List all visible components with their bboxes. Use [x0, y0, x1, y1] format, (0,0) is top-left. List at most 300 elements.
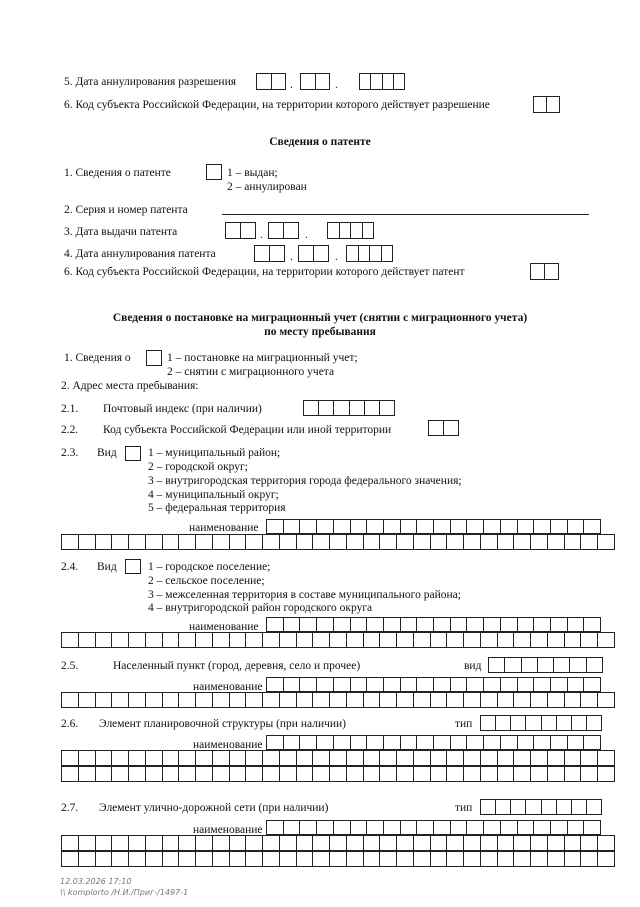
input-cell[interactable] — [263, 852, 280, 866]
input-cell[interactable] — [317, 520, 334, 533]
input-cell[interactable] — [531, 264, 545, 279]
input-cell[interactable] — [340, 223, 352, 238]
input-cell[interactable] — [301, 74, 316, 89]
input-cell[interactable] — [431, 633, 448, 647]
input-cell[interactable] — [213, 633, 230, 647]
input-cell[interactable] — [481, 852, 498, 866]
input-cell[interactable] — [246, 693, 263, 707]
input-cell[interactable] — [146, 767, 163, 781]
settlement-name-row[interactable] — [266, 617, 601, 632]
input-cell[interactable] — [370, 246, 382, 261]
street-network-name-row[interactable] — [61, 835, 615, 851]
input-cell[interactable] — [514, 633, 531, 647]
input-cell[interactable] — [380, 767, 397, 781]
input-cell[interactable] — [414, 751, 431, 765]
input-cell[interactable] — [213, 836, 230, 850]
input-cell[interactable] — [496, 800, 511, 814]
input-cell[interactable] — [129, 836, 146, 850]
input-cell[interactable] — [464, 751, 481, 765]
input-cell[interactable] — [551, 678, 568, 691]
input-cell[interactable] — [598, 836, 615, 850]
input-cell[interactable] — [317, 618, 334, 631]
input-cell[interactable] — [230, 836, 247, 850]
input-cell[interactable] — [284, 821, 301, 834]
patent-status-checkbox[interactable] — [206, 164, 222, 180]
input-cell[interactable] — [451, 520, 468, 533]
input-cell[interactable] — [230, 535, 247, 549]
input-cell[interactable] — [62, 751, 79, 765]
input-cell[interactable] — [431, 836, 448, 850]
patent-annul-month[interactable] — [298, 245, 329, 262]
input-cell[interactable] — [146, 852, 163, 866]
input-cell[interactable] — [196, 751, 213, 765]
input-cell[interactable] — [547, 97, 560, 112]
input-cell[interactable] — [557, 800, 572, 814]
input-cell[interactable] — [179, 852, 196, 866]
input-cell[interactable] — [501, 678, 518, 691]
input-cell[interactable] — [568, 678, 585, 691]
input-cell[interactable] — [484, 736, 501, 749]
input-cell[interactable] — [129, 751, 146, 765]
input-cell[interactable] — [380, 693, 397, 707]
input-cell[interactable] — [269, 223, 284, 238]
input-cell[interactable] — [397, 693, 414, 707]
input-cell[interactable] — [394, 74, 405, 89]
input-cell[interactable] — [313, 535, 330, 549]
input-cell[interactable] — [230, 751, 247, 765]
input-cell[interactable] — [397, 535, 414, 549]
input-cell[interactable] — [313, 633, 330, 647]
input-cell[interactable] — [431, 852, 448, 866]
settlement-type-checkbox[interactable] — [125, 559, 141, 574]
input-cell[interactable] — [467, 821, 484, 834]
input-cell[interactable] — [300, 821, 317, 834]
input-cell[interactable] — [551, 821, 568, 834]
registration-status-checkbox[interactable] — [146, 350, 162, 366]
street-network-type-field[interactable] — [480, 799, 602, 815]
input-cell[interactable] — [179, 535, 196, 549]
input-cell[interactable] — [447, 751, 464, 765]
patent-annul-day[interactable] — [254, 245, 285, 262]
input-cell[interactable] — [284, 736, 301, 749]
input-cell[interactable] — [129, 633, 146, 647]
input-cell[interactable] — [384, 821, 401, 834]
input-cell[interactable] — [330, 767, 347, 781]
input-cell[interactable] — [431, 535, 448, 549]
input-cell[interactable] — [481, 800, 496, 814]
input-cell[interactable] — [518, 618, 535, 631]
input-cell[interactable] — [330, 535, 347, 549]
input-cell[interactable] — [257, 74, 272, 89]
input-cell[interactable] — [371, 74, 382, 89]
input-cell[interactable] — [330, 751, 347, 765]
input-cell[interactable] — [397, 852, 414, 866]
input-cell[interactable] — [79, 633, 96, 647]
input-cell[interactable] — [246, 767, 263, 781]
input-cell[interactable] — [112, 767, 129, 781]
postal-code-field[interactable] — [303, 400, 395, 416]
input-cell[interactable] — [297, 535, 314, 549]
input-cell[interactable] — [531, 767, 548, 781]
input-cell[interactable] — [364, 535, 381, 549]
input-cell[interactable] — [280, 693, 297, 707]
input-cell[interactable] — [484, 821, 501, 834]
street-network-name-row[interactable] — [61, 851, 615, 867]
input-cell[interactable] — [548, 767, 565, 781]
input-cell[interactable] — [429, 421, 444, 435]
input-cell[interactable] — [280, 535, 297, 549]
input-cell[interactable] — [163, 751, 180, 765]
input-cell[interactable] — [62, 693, 79, 707]
input-cell[interactable] — [347, 836, 364, 850]
input-cell[interactable] — [526, 800, 541, 814]
input-cell[interactable] — [267, 736, 284, 749]
input-cell[interactable] — [196, 535, 213, 549]
locality-name-row[interactable] — [266, 677, 601, 692]
input-cell[interactable] — [538, 658, 554, 672]
input-cell[interactable] — [417, 678, 434, 691]
input-cell[interactable] — [284, 520, 301, 533]
input-cell[interactable] — [79, 836, 96, 850]
input-cell[interactable] — [146, 535, 163, 549]
input-cell[interactable] — [568, 618, 585, 631]
input-cell[interactable] — [598, 751, 615, 765]
input-cell[interactable] — [548, 836, 565, 850]
input-cell[interactable] — [246, 751, 263, 765]
input-cell[interactable] — [79, 693, 96, 707]
input-cell[interactable] — [263, 751, 280, 765]
input-cell[interactable] — [334, 520, 351, 533]
input-cell[interactable] — [534, 520, 551, 533]
input-cell[interactable] — [367, 520, 384, 533]
input-cell[interactable] — [496, 716, 511, 730]
input-cell[interactable] — [347, 633, 364, 647]
input-cell[interactable] — [146, 751, 163, 765]
input-cell[interactable] — [112, 693, 129, 707]
input-cell[interactable] — [267, 821, 284, 834]
input-cell[interactable] — [351, 821, 368, 834]
input-cell[interactable] — [581, 836, 598, 850]
input-cell[interactable] — [565, 751, 582, 765]
input-cell[interactable] — [62, 836, 79, 850]
input-cell[interactable] — [163, 633, 180, 647]
input-cell[interactable] — [489, 658, 505, 672]
input-cell[interactable] — [498, 535, 515, 549]
input-cell[interactable] — [179, 751, 196, 765]
input-cell[interactable] — [246, 836, 263, 850]
region-code-field[interactable] — [428, 420, 459, 436]
patent-issue-month[interactable] — [268, 222, 299, 239]
input-cell[interactable] — [501, 520, 518, 533]
input-cell[interactable] — [481, 716, 496, 730]
input-cell[interactable] — [367, 618, 384, 631]
input-cell[interactable] — [347, 767, 364, 781]
input-cell[interactable] — [501, 821, 518, 834]
input-cell[interactable] — [129, 767, 146, 781]
input-cell[interactable] — [380, 401, 395, 415]
locality-name-row[interactable] — [61, 692, 615, 708]
input-cell[interactable] — [129, 535, 146, 549]
input-cell[interactable] — [382, 246, 394, 261]
input-cell[interactable] — [263, 767, 280, 781]
input-cell[interactable] — [464, 535, 481, 549]
input-cell[interactable] — [196, 767, 213, 781]
input-cell[interactable] — [531, 751, 548, 765]
input-cell[interactable] — [319, 401, 334, 415]
input-cell[interactable] — [297, 693, 314, 707]
input-cell[interactable] — [270, 246, 285, 261]
input-cell[interactable] — [62, 767, 79, 781]
planning-structure-name-row[interactable] — [266, 735, 601, 750]
input-cell[interactable] — [179, 836, 196, 850]
input-cell[interactable] — [447, 633, 464, 647]
permit-region-code-field[interactable] — [533, 96, 560, 113]
input-cell[interactable] — [347, 535, 364, 549]
input-cell[interactable] — [383, 74, 394, 89]
input-cell[interactable] — [213, 535, 230, 549]
input-cell[interactable] — [554, 658, 570, 672]
input-cell[interactable] — [481, 693, 498, 707]
input-cell[interactable] — [414, 633, 431, 647]
input-cell[interactable] — [568, 520, 585, 533]
input-cell[interactable] — [565, 852, 582, 866]
input-cell[interactable] — [146, 633, 163, 647]
input-cell[interactable] — [598, 767, 615, 781]
input-cell[interactable] — [79, 852, 96, 866]
permit-annul-day[interactable] — [256, 73, 286, 90]
input-cell[interactable] — [129, 693, 146, 707]
municipality-type-checkbox[interactable] — [125, 446, 141, 461]
input-cell[interactable] — [364, 836, 381, 850]
patent-region-code-field[interactable] — [530, 263, 559, 280]
input-cell[interactable] — [568, 736, 585, 749]
input-cell[interactable] — [548, 751, 565, 765]
input-cell[interactable] — [213, 767, 230, 781]
input-cell[interactable] — [351, 678, 368, 691]
patent-annul-year[interactable] — [346, 245, 393, 262]
input-cell[interactable] — [297, 836, 314, 850]
input-cell[interactable] — [557, 716, 572, 730]
input-cell[interactable] — [62, 852, 79, 866]
input-cell[interactable] — [112, 751, 129, 765]
input-cell[interactable] — [146, 836, 163, 850]
input-cell[interactable] — [581, 693, 598, 707]
planning-structure-type-field[interactable] — [480, 715, 602, 731]
input-cell[interactable] — [572, 800, 587, 814]
input-cell[interactable] — [464, 633, 481, 647]
input-cell[interactable] — [431, 767, 448, 781]
input-cell[interactable] — [514, 767, 531, 781]
input-cell[interactable] — [417, 618, 434, 631]
input-cell[interactable] — [522, 658, 538, 672]
input-cell[interactable] — [434, 678, 451, 691]
input-cell[interactable] — [451, 678, 468, 691]
input-cell[interactable] — [280, 751, 297, 765]
input-cell[interactable] — [96, 836, 113, 850]
input-cell[interactable] — [297, 767, 314, 781]
input-cell[interactable] — [481, 751, 498, 765]
input-cell[interactable] — [467, 618, 484, 631]
input-cell[interactable] — [444, 421, 459, 435]
input-cell[interactable] — [213, 751, 230, 765]
input-cell[interactable] — [548, 535, 565, 549]
input-cell[interactable] — [350, 401, 365, 415]
input-cell[interactable] — [347, 852, 364, 866]
input-cell[interactable] — [447, 767, 464, 781]
input-cell[interactable] — [414, 693, 431, 707]
input-cell[interactable] — [380, 852, 397, 866]
input-cell[interactable] — [514, 751, 531, 765]
input-cell[interactable] — [112, 836, 129, 850]
input-cell[interactable] — [551, 520, 568, 533]
input-cell[interactable] — [551, 618, 568, 631]
input-cell[interactable] — [384, 736, 401, 749]
input-cell[interactable] — [511, 800, 526, 814]
input-cell[interactable] — [518, 520, 535, 533]
input-cell[interactable] — [363, 223, 375, 238]
input-cell[interactable] — [414, 852, 431, 866]
input-cell[interactable] — [179, 633, 196, 647]
input-cell[interactable] — [434, 736, 451, 749]
input-cell[interactable] — [568, 821, 585, 834]
input-cell[interactable] — [467, 736, 484, 749]
input-cell[interactable] — [316, 74, 331, 89]
input-cell[interactable] — [96, 633, 113, 647]
input-cell[interactable] — [334, 618, 351, 631]
input-cell[interactable] — [334, 821, 351, 834]
permit-annul-year[interactable] — [359, 73, 405, 90]
input-cell[interactable] — [584, 678, 601, 691]
input-cell[interactable] — [397, 767, 414, 781]
input-cell[interactable] — [230, 852, 247, 866]
input-cell[interactable] — [129, 852, 146, 866]
settlement-name-row[interactable] — [61, 632, 615, 648]
input-cell[interactable] — [79, 767, 96, 781]
input-cell[interactable] — [384, 618, 401, 631]
input-cell[interactable] — [467, 520, 484, 533]
input-cell[interactable] — [481, 836, 498, 850]
input-cell[interactable] — [451, 736, 468, 749]
input-cell[interactable] — [267, 678, 284, 691]
input-cell[interactable] — [163, 767, 180, 781]
input-cell[interactable] — [330, 836, 347, 850]
input-cell[interactable] — [284, 678, 301, 691]
input-cell[interactable] — [96, 852, 113, 866]
input-cell[interactable] — [347, 751, 364, 765]
input-cell[interactable] — [401, 678, 418, 691]
input-cell[interactable] — [565, 767, 582, 781]
input-cell[interactable] — [534, 678, 551, 691]
input-cell[interactable] — [112, 852, 129, 866]
input-cell[interactable] — [447, 852, 464, 866]
input-cell[interactable] — [401, 618, 418, 631]
input-cell[interactable] — [300, 678, 317, 691]
input-cell[interactable] — [196, 633, 213, 647]
input-cell[interactable] — [380, 535, 397, 549]
input-cell[interactable] — [255, 246, 270, 261]
input-cell[interactable] — [598, 633, 615, 647]
input-cell[interactable] — [498, 836, 515, 850]
input-cell[interactable] — [351, 223, 363, 238]
municipality-name-row[interactable] — [266, 519, 601, 534]
input-cell[interactable] — [514, 535, 531, 549]
permit-annul-month[interactable] — [300, 73, 330, 90]
input-cell[interactable] — [598, 535, 615, 549]
input-cell[interactable] — [514, 836, 531, 850]
input-cell[interactable] — [501, 736, 518, 749]
input-cell[interactable] — [417, 520, 434, 533]
input-cell[interactable] — [284, 618, 301, 631]
input-cell[interactable] — [587, 716, 602, 730]
input-cell[interactable] — [384, 520, 401, 533]
input-cell[interactable] — [163, 535, 180, 549]
input-cell[interactable] — [163, 836, 180, 850]
input-cell[interactable] — [62, 633, 79, 647]
input-cell[interactable] — [565, 535, 582, 549]
input-cell[interactable] — [598, 852, 615, 866]
input-cell[interactable] — [304, 401, 319, 415]
input-cell[interactable] — [414, 836, 431, 850]
input-cell[interactable] — [542, 716, 557, 730]
input-cell[interactable] — [505, 658, 521, 672]
input-cell[interactable] — [334, 678, 351, 691]
input-cell[interactable] — [263, 535, 280, 549]
input-cell[interactable] — [464, 693, 481, 707]
input-cell[interactable] — [464, 852, 481, 866]
input-cell[interactable] — [542, 800, 557, 814]
input-cell[interactable] — [434, 618, 451, 631]
input-cell[interactable] — [313, 767, 330, 781]
input-cell[interactable] — [498, 633, 515, 647]
input-cell[interactable] — [367, 821, 384, 834]
input-cell[interactable] — [548, 852, 565, 866]
input-cell[interactable] — [62, 535, 79, 549]
input-cell[interactable] — [414, 535, 431, 549]
input-cell[interactable] — [284, 223, 299, 238]
input-cell[interactable] — [518, 678, 535, 691]
input-cell[interactable] — [464, 836, 481, 850]
input-cell[interactable] — [380, 633, 397, 647]
input-cell[interactable] — [347, 693, 364, 707]
planning-structure-name-row[interactable] — [61, 750, 615, 766]
input-cell[interactable] — [484, 618, 501, 631]
input-cell[interactable] — [297, 852, 314, 866]
input-cell[interactable] — [297, 633, 314, 647]
input-cell[interactable] — [531, 633, 548, 647]
input-cell[interactable] — [431, 693, 448, 707]
input-cell[interactable] — [572, 716, 587, 730]
input-cell[interactable] — [96, 767, 113, 781]
locality-type-field[interactable] — [488, 657, 603, 673]
input-cell[interactable] — [531, 693, 548, 707]
input-cell[interactable] — [584, 520, 601, 533]
input-cell[interactable] — [280, 852, 297, 866]
input-cell[interactable] — [581, 535, 598, 549]
input-cell[interactable] — [364, 693, 381, 707]
input-cell[interactable] — [581, 751, 598, 765]
input-cell[interactable] — [196, 852, 213, 866]
input-cell[interactable] — [351, 736, 368, 749]
input-cell[interactable] — [334, 736, 351, 749]
input-cell[interactable] — [364, 751, 381, 765]
input-cell[interactable] — [417, 736, 434, 749]
input-cell[interactable] — [300, 618, 317, 631]
input-cell[interactable] — [263, 633, 280, 647]
input-cell[interactable] — [451, 821, 468, 834]
input-cell[interactable] — [518, 736, 535, 749]
input-cell[interactable] — [587, 658, 603, 672]
input-cell[interactable] — [213, 693, 230, 707]
